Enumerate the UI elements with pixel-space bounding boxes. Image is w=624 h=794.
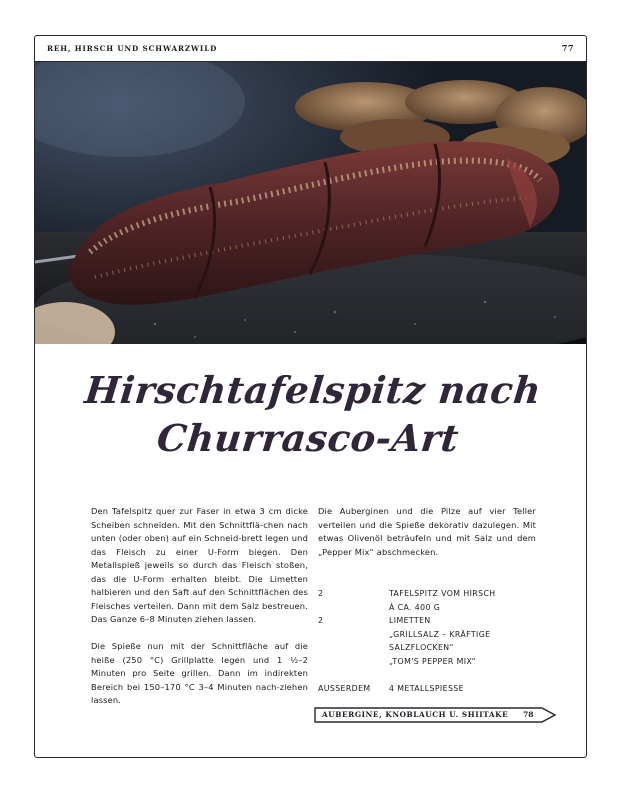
ingredient-name: À CA. 400 G xyxy=(389,602,441,612)
page-number: 77 xyxy=(561,43,574,53)
ingredient-name: „GRILLSALZ – KRÄFTIGE xyxy=(389,629,491,639)
ingredient-amount xyxy=(318,601,389,615)
page-frame xyxy=(34,35,587,758)
ingredient-row xyxy=(318,587,548,601)
instructions-left-column xyxy=(91,505,308,721)
ingredient-name: LIMETTEN xyxy=(389,616,431,625)
ingredient-amount: AUSSERDEM xyxy=(318,683,371,693)
ingredient-name: 4 METALLSPIESSE xyxy=(389,683,464,693)
running-head xyxy=(35,36,586,62)
ingredient-amount: 2 xyxy=(318,589,324,598)
crossref-label: AUBERGINE, KNOBLAUCH U. SHIITAKE xyxy=(322,710,509,719)
ingredient-row xyxy=(318,641,548,655)
ingredient-row xyxy=(318,628,548,642)
ingredient-row xyxy=(318,668,548,682)
ingredient-name: „TOM'S PEPPER MIX“ xyxy=(389,656,477,666)
crossref-link[interactable] xyxy=(314,707,557,723)
recipe-title-line-1: Hirschtafelspitz nach xyxy=(82,368,544,412)
ingredient-amount xyxy=(318,655,389,669)
ingredient-list xyxy=(318,587,548,695)
ingredient-row xyxy=(318,601,548,615)
instruction-paragraph-1: Den Tafelspitz quer zur Faser in etwa 3 cm dicke Scheiben schneiden. Mit den Schnittflä-chen nach unten (oder oben) auf ein Schneid-brett legen und das Fleisch zu einer U-Form biegen. Den Metallspieß jeweils so durch das Fleisch stoßen, das die U-Form erhalten bleibt. Die Limetten halbieren und den Saft auf den Schnittflächen des Fleisches verteilen. Dann mit dem Salz bestreuen. Das Ganze 6–8 Minuten ziehen lassen. xyxy=(91,506,308,624)
ingredient-row xyxy=(318,682,548,696)
ingredient-amount xyxy=(318,628,389,642)
recipe-title-line-2: Churrasco-Art xyxy=(154,416,461,460)
ingredient-amount: 2 xyxy=(318,616,324,625)
instruction-paragraph-3: Die Auberginen und die Pilze auf vier Teller verteilen und die Spieße dekorativ dazulegen. Mit etwas Olivenöl beträufeln und mit Salz und dem „Pepper Mix“ abschmecken. xyxy=(318,506,536,557)
ingredient-name: SALZFLOCKEN“ xyxy=(389,643,454,652)
ingredient-amount xyxy=(318,668,389,682)
ingredient-amount xyxy=(318,641,389,655)
ingredient-row xyxy=(318,614,548,628)
recipe-title xyxy=(34,366,587,462)
section-label: REH, HIRSCH UND SCHWARZWILD xyxy=(47,44,218,53)
ingredient-name xyxy=(389,668,548,682)
ingredient-name: TAFELSPITZ VOM HIRSCH xyxy=(389,589,496,598)
instruction-paragraph-2: Die Spieße nun mit der Schnittfläche auf die heiße (250 °C) Grillplatte legen und 1 ½–2 Minuten pro Seite grillen. Dann im indirekten Bereich bei 150–170 °C 3–4 Minuten nach-ziehen lassen. xyxy=(91,641,308,705)
ingredient-row xyxy=(318,655,548,669)
recipe-photo xyxy=(35,62,586,344)
crossref-page-number: 78 xyxy=(523,710,534,719)
instructions-right-column xyxy=(318,505,536,573)
